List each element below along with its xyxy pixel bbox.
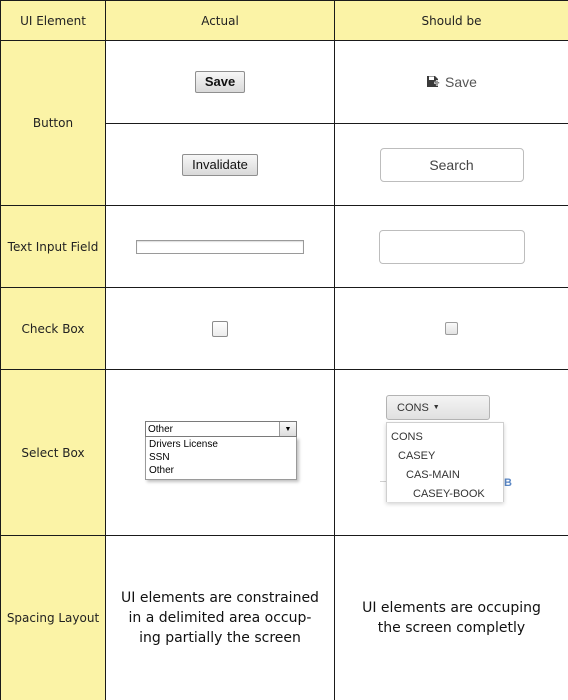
header-ui-element-text: UI Element — [20, 13, 86, 28]
should-check-box[interactable] — [445, 322, 458, 335]
label-spacing-layout — [1, 536, 106, 700]
label-select-box — [1, 370, 106, 536]
cell-actual-button-1 — [106, 41, 335, 124]
actual-select-options — [145, 437, 297, 480]
cell-should-check-box — [335, 288, 568, 370]
label-text-input — [1, 206, 106, 288]
label-check-box — [1, 288, 106, 370]
cell-should-text-input — [335, 206, 568, 288]
label-check-box-text: Check Box — [21, 321, 85, 336]
cell-actual-text-input — [106, 206, 335, 288]
actual-select-option[interactable]: Drivers License — [149, 439, 218, 450]
actual-spacing-line: in a delimited area occup- — [128, 610, 312, 626]
cell-should-spacing — [335, 536, 568, 700]
actual-select-value: Other — [148, 423, 174, 435]
header-should-be — [335, 1, 568, 41]
header-should-be-text: Should be — [421, 13, 482, 28]
cell-actual-check-box — [106, 288, 335, 370]
actual-select-box[interactable] — [145, 421, 297, 480]
cell-should-button-2 — [335, 124, 568, 206]
should-search-button[interactable]: Search — [380, 148, 524, 182]
should-text-input[interactable] — [379, 230, 525, 264]
label-button-text: Button — [32, 116, 74, 130]
label-button — [1, 41, 106, 206]
actual-select-option[interactable]: SSN — [149, 452, 170, 463]
actual-check-box[interactable] — [212, 321, 228, 337]
should-dropdown-button[interactable] — [386, 395, 490, 420]
cell-actual-spacing — [106, 536, 335, 700]
dropdown-item[interactable]: CASEY-BOOK — [413, 488, 485, 500]
actual-spacing-line: UI elements are constrained — [121, 590, 319, 606]
header-ui-element — [1, 1, 106, 41]
floppy-save-icon — [426, 75, 440, 89]
header-actual — [106, 1, 335, 41]
should-dropdown-menu — [386, 422, 504, 502]
actual-select-field[interactable] — [145, 421, 297, 437]
should-spacing-line: the screen completly — [377, 620, 526, 636]
cell-actual-button-2 — [106, 124, 335, 206]
dropdown-item[interactable]: CONS — [391, 431, 423, 443]
dropdown-item[interactable]: CAS-MAIN — [406, 469, 460, 481]
header-actual-text: Actual — [201, 13, 239, 28]
should-save-button[interactable] — [426, 74, 477, 90]
label-select-box-text: Select Box — [21, 445, 85, 460]
cell-should-button-1 — [335, 41, 568, 124]
actual-spacing-text — [121, 588, 319, 648]
actual-spacing-line: ing partially the screen — [139, 630, 301, 646]
actual-text-input[interactable] — [136, 240, 304, 254]
background-link-fragment: B — [504, 477, 512, 489]
should-spacing-text — [362, 598, 541, 638]
caret-down-icon: ▼ — [432, 404, 440, 411]
should-spacing-line: UI elements are occuping — [362, 600, 541, 616]
should-dropdown-label: CONS — [397, 401, 429, 414]
label-text-input-text: Text Input Field — [7, 239, 99, 254]
actual-save-button[interactable]: Save — [195, 71, 245, 93]
dropdown-item[interactable]: CASEY — [398, 450, 436, 462]
should-save-label: Save — [445, 74, 477, 90]
label-spacing-layout-text: Spacing Layout — [6, 611, 100, 625]
actual-invalidate-button[interactable]: Invalidate — [182, 154, 258, 176]
actual-select-option[interactable]: Other — [149, 465, 175, 476]
triangle-down-icon[interactable]: ▼ — [279, 422, 296, 436]
